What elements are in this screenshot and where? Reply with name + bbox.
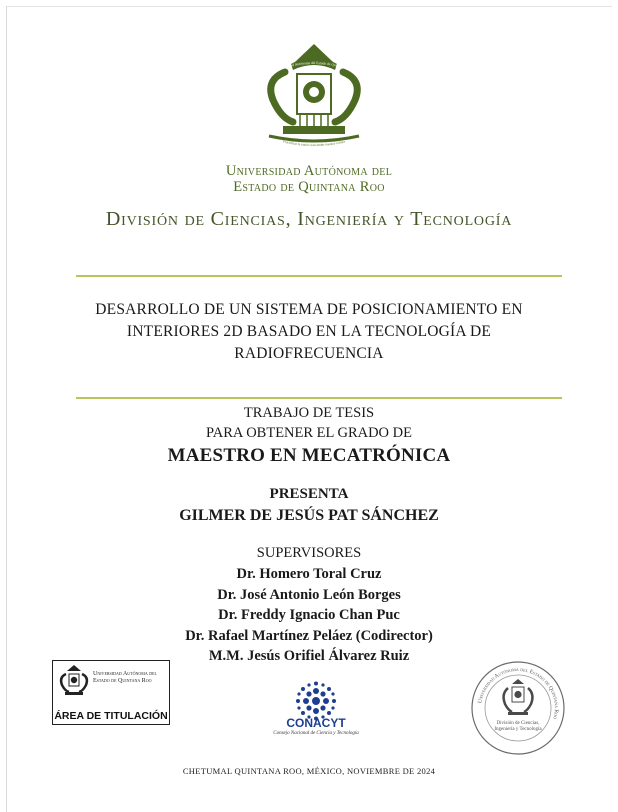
supervisor-name: M.M. Jesús Orifiel Álvarez Ruiz <box>208 648 410 664</box>
university-name-line2: Estado de Quintana Roo <box>233 179 385 195</box>
university-crest-small-icon <box>57 665 91 697</box>
supervisor-name: Dr. José Antonio León Borges <box>217 587 401 603</box>
author-name: GILMER DE JESÚS PAT SÁNCHEZ <box>179 507 439 524</box>
titulacion-area-logo <box>52 660 170 725</box>
divider-top <box>76 275 562 277</box>
svg-text:División de Ciencias,: División de Ciencias, <box>496 721 540 726</box>
footer-location-date: CHETUMAL QUINTANA ROO, MÉXICO, NOVIEMBRE DE 2024 <box>182 766 436 776</box>
conacyt-logo-icon <box>294 681 338 721</box>
thesis-title-line2: INTERIORES 2D BASADO EN LA TECNOLOGÍA DE <box>126 323 492 340</box>
area-university-name: Universidad Autónoma del Estado de Quintana Roo <box>93 671 157 684</box>
supervisors-label: SUPERVISORES <box>256 545 362 561</box>
supervisor-name: Dr. Homero Toral Cruz <box>236 566 382 582</box>
svg-text:Universidad Autónoma del Estad: Universidad Autónoma del Estado de Quintana Roo <box>477 666 560 720</box>
presents-label: PRESENTA <box>269 486 349 502</box>
university-crest-logo <box>255 42 373 154</box>
degree-purpose: PARA OBTENER EL GRADO DE <box>206 425 412 441</box>
division-name: División de Ciencias, Ingeniería y Tecnología <box>105 208 513 230</box>
svg-text:Ingeniería y Tecnología: Ingeniería y Tecnología <box>494 727 542 732</box>
division-seal-logo <box>470 660 566 756</box>
divider-bottom <box>76 397 562 399</box>
svg-text:Fructificar la razón: trascend: Fructificar la razón: trascender nuestra cultura <box>282 139 346 148</box>
degree-title: MAESTRO EN MECATRÓNICA <box>167 445 451 466</box>
thesis-title-line3: RADIOFRECUENCIA <box>234 345 384 362</box>
area-label: ÁREA DE TITULACIÓN <box>54 710 168 722</box>
conacyt-name: CONACYT <box>286 716 346 730</box>
conacyt-subtitle: Consejo Nacional de Ciencia y Tecnología <box>273 731 359 736</box>
university-name-line1: Universidad Autónoma del <box>225 163 393 179</box>
supervisor-name: Dr. Rafael Martínez Peláez (Codirector) <box>185 628 433 644</box>
svg-text:Universidad Autónoma del Estad: niversidad Autónoma del Estado de Quintana Ro <box>278 60 350 71</box>
supervisor-name: Dr. Freddy Ignacio Chan Puc <box>218 607 400 623</box>
work-type: TRABAJO DE TESIS <box>243 405 375 421</box>
thesis-title-line1: DESARROLLO DE UN SISTEMA DE POSICIONAMIENTO EN <box>95 301 523 318</box>
